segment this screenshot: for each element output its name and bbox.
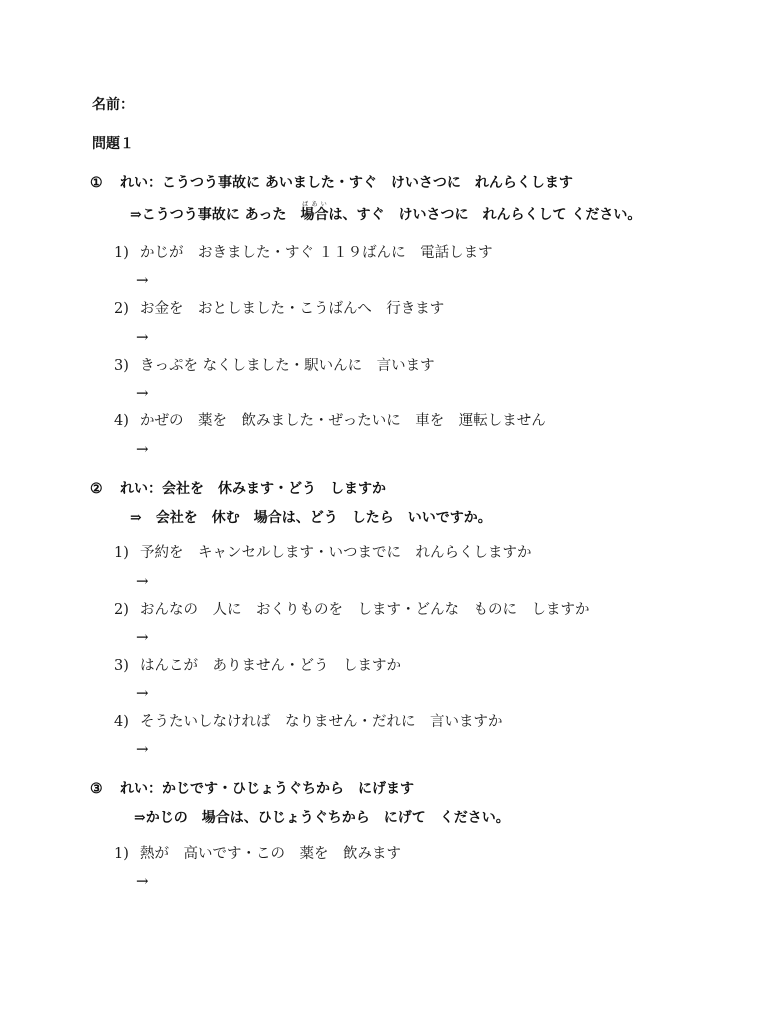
answer-arrow: → <box>136 440 149 458</box>
name-label: 名前： <box>92 97 134 113</box>
section-3-answer: ⇒かじの 場合は、ひじょうぐちから にげて ください。 <box>134 810 510 826</box>
section-1-answer-suffix: は、すぐ けいさつに れんらくして ください。 <box>328 207 642 223</box>
section-3-marker: ③ <box>90 781 103 797</box>
answer-arrow: → <box>136 271 149 289</box>
list-item: 3) はんこが ありません・どう しますか <box>114 658 401 674</box>
section-1-example-text: れい：こうつう事故に あいました・すぐ けいさつに れんらくします <box>120 175 573 191</box>
section-1-ruby: 場合ばあい <box>300 201 329 223</box>
answer-arrow: → <box>136 328 149 346</box>
answer-arrow: → <box>136 684 149 702</box>
list-item: 4) そうたいしなければ なりません・だれに 言いますか <box>114 714 503 730</box>
list-item: 3) きっぷを なくしました・駅いんに 言います <box>114 358 435 374</box>
section-1-answer <box>130 201 641 225</box>
list-item: 4) かぜの 薬を 飲みました・ぜったいに 車を 運転しません <box>114 413 546 429</box>
list-item: 1) かじが おきました・すぐ １１９ばんに 電話します <box>114 245 493 261</box>
section-1-answer-prefix: ⇒こうつう事故に あった <box>130 207 301 223</box>
list-item: 2) おんなの 人に おくりものを します・どんな ものに しますか <box>114 602 590 618</box>
section-2-answer: ⇒ 会社を 休む 場合は、どう したら いいですか。 <box>130 510 492 526</box>
list-item: 2) お金を おとしました・こうばんへ 行きます <box>114 301 445 317</box>
section-2-example <box>90 482 386 496</box>
section-2-example-text: れい：会社を 休みます・どう しますか <box>120 481 386 497</box>
answer-arrow: → <box>136 384 149 402</box>
answer-arrow: → <box>136 872 149 890</box>
answer-arrow: → <box>136 572 149 590</box>
list-item: 1) 熱が 高いです・この 薬を 飲みます <box>114 846 401 862</box>
problem-title: 問題１ <box>92 136 134 152</box>
section-2-marker: ② <box>90 481 103 497</box>
answer-arrow: → <box>136 740 149 758</box>
section-1-example <box>90 176 573 190</box>
list-item: 1) 予約を キャンセルします・いつまでに れんらくしますか <box>114 545 532 561</box>
section-1-marker: ① <box>90 175 103 191</box>
section-3-example-text: れい：かじです・ひじょうぐちから にげます <box>120 781 414 797</box>
section-3-example <box>90 782 414 796</box>
answer-arrow: → <box>136 628 149 646</box>
